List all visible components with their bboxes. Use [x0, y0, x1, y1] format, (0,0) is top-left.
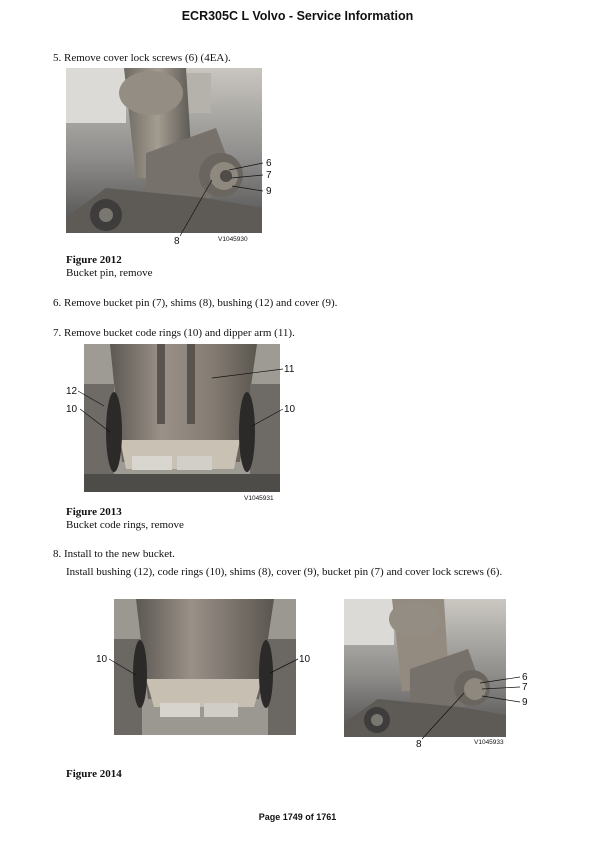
- step-7: 7. Remove bucket code rings (10) and dipper arm (11).: [53, 327, 295, 339]
- figure-2014-photo-left: [94, 599, 316, 739]
- callout-9: 9: [522, 697, 528, 708]
- callout-7: 7: [522, 682, 528, 693]
- page-header: ECR305C L Volvo - Service Information: [181, 9, 414, 23]
- callout-10-right: 10: [284, 404, 296, 415]
- figure-id: V1045930: [218, 236, 248, 243]
- callout-8: 8: [416, 739, 422, 749]
- figure-2012-title: Figure 2012: [66, 254, 122, 266]
- figure-2013-title: Figure 2013: [66, 506, 122, 518]
- callout-10-left: 10: [96, 654, 108, 665]
- step-6: 6. Remove bucket pin (7), shims (8), bushing (12) and cover (9).: [53, 297, 338, 309]
- callout-6: 6: [266, 158, 272, 169]
- step-8: 8. Install to the new bucket.: [53, 548, 175, 560]
- callout-12: 12: [66, 386, 78, 397]
- callout-10-left: 10: [66, 404, 78, 415]
- page-footer: Page 1749 of 1761: [258, 812, 337, 822]
- callout-8: 8: [174, 236, 180, 247]
- figure-2013-photo: [62, 344, 302, 504]
- figure-2012-photo: [66, 68, 282, 250]
- step-5: 5. Remove cover lock screws (6) (4EA).: [53, 52, 231, 64]
- callout-9: 9: [266, 186, 272, 197]
- callout-10-right: 10: [299, 654, 311, 665]
- install-instructions: Install bushing (12), code rings (10), shims (8), cover (9), bucket pin (7) and cover lock screws (6).: [66, 566, 503, 578]
- figure-2014-title: Figure 2014: [66, 768, 122, 780]
- callout-11: 11: [284, 364, 295, 375]
- figure-2013-caption: Bucket code rings, remove: [66, 519, 184, 531]
- figure-id: V1045931: [244, 495, 274, 502]
- callout-7: 7: [266, 170, 272, 181]
- callout-6: 6: [522, 672, 528, 683]
- figure-2014-photo-right: [344, 599, 544, 749]
- figure-id: V1045933: [474, 739, 504, 746]
- figure-2012-caption: Bucket pin, remove: [66, 267, 153, 279]
